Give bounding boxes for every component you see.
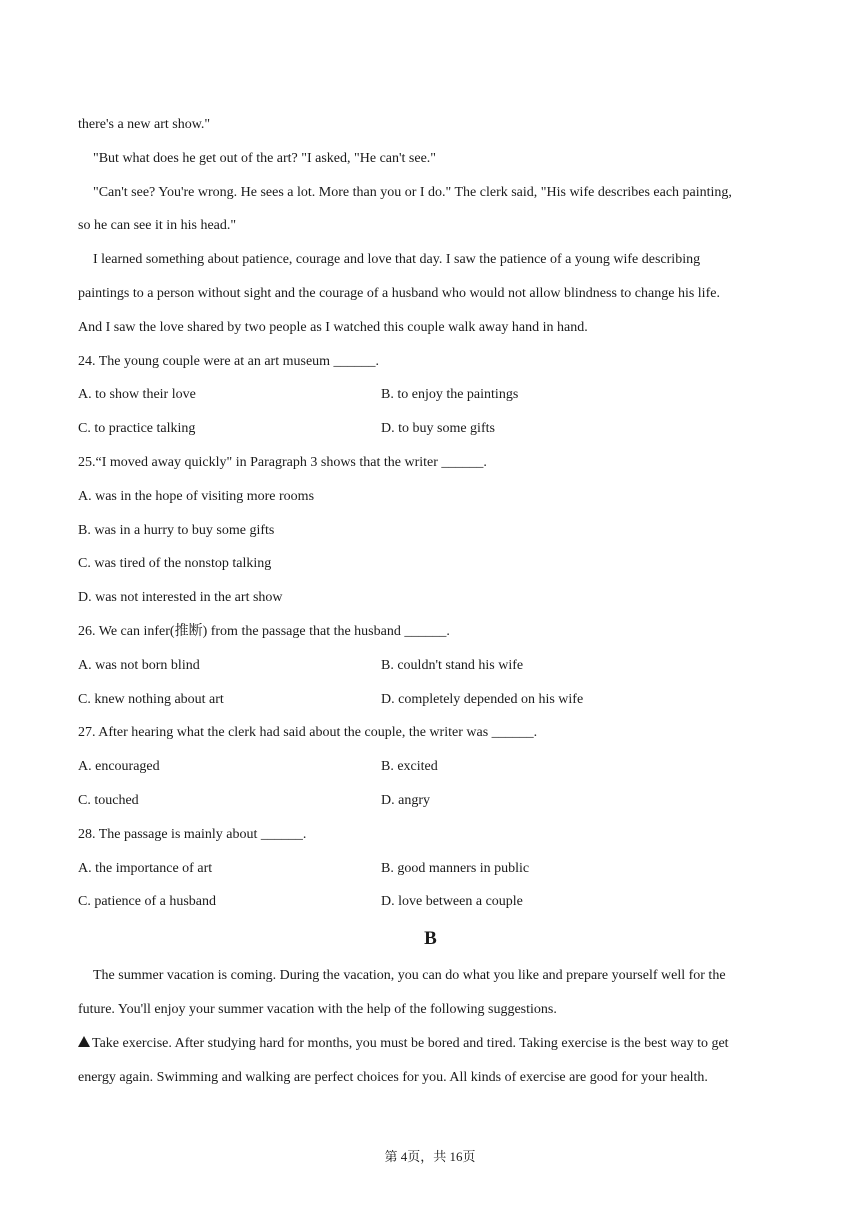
page-footer: 第 4页，共 16页 [384, 1149, 476, 1164]
question-stem: 26. We can infer(推断) from the passage that the husband ______. [78, 623, 450, 639]
passage-line: energy again. Swimming and walking are perfect choices for you. All kinds of exercise are good for your health. [78, 1069, 708, 1085]
option-a: A. to show their love [78, 387, 196, 403]
passage-line: And I saw the love shared by two people as I watched this couple walk away hand in hand. [78, 319, 588, 335]
option-a: A. encouraged [78, 759, 160, 775]
option-c: C. knew nothing about art [78, 691, 224, 707]
option-a: A. the importance of art [78, 860, 213, 876]
option-b: B. excited [381, 759, 438, 775]
option-d: D. was not interested in the art show [78, 590, 283, 606]
page-content [78, 108, 783, 1094]
option-c: C. to practice talking [78, 421, 196, 437]
question-stem: 28. The passage is mainly about ______. [78, 826, 307, 842]
suggestion-text: Take exercise. After studying hard for months, you must be bored and tired. Taking exercise is the best way to get [92, 1035, 729, 1051]
option-c: C. touched [78, 792, 139, 808]
question-stem: 25.“I moved away quickly" in Paragraph 3 shows that the writer ______. [78, 454, 487, 470]
passage-line: "But what does he get out of the art? "I asked, "He can't see." [93, 150, 436, 166]
option-b: B. good manners in public [381, 860, 530, 876]
question-stem: 24. The young couple were at an art museum ______. [78, 353, 380, 369]
options-row [78, 412, 783, 446]
option-b: B. to enjoy the paintings [381, 387, 519, 403]
passage-line: future. You'll enjoy your summer vacation with the help of the following suggestions. [78, 1001, 557, 1017]
section-heading: B [424, 928, 437, 950]
passage-line: paintings to a person without sight and the courage of a husband who would not allow blindness to change his life. [78, 285, 720, 301]
passage-line: so he can see it in his head." [78, 218, 237, 234]
option-c: C. patience of a husband [78, 894, 217, 910]
option-a: A. was not born blind [78, 657, 200, 673]
option-b: B. was in a hurry to buy some gifts [78, 522, 275, 538]
passage-line: "Can't see? You're wrong. He sees a lot. More than you or I do." The clerk said, "His wife describes each painting, [93, 184, 732, 200]
passage-line [78, 1027, 783, 1061]
options-row [78, 885, 783, 919]
options-row [78, 750, 783, 784]
option-a: A. was in the hope of visiting more rooms [78, 488, 315, 504]
option-b: B. couldn't stand his wife [381, 657, 524, 673]
option-d: D. to buy some gifts [381, 421, 495, 437]
options-row [78, 378, 783, 412]
triangle-bullet-icon [78, 1036, 90, 1047]
option-d: D. completely depended on his wife [381, 691, 584, 707]
option-d: D. love between a couple [381, 894, 523, 910]
question-stem: 27. After hearing what the clerk had said about the couple, the writer was ______. [78, 725, 538, 741]
passage-line: there's a new art show." [78, 117, 211, 132]
option-c: C. was tired of the nonstop talking [78, 556, 272, 572]
options-row [78, 852, 783, 886]
options-row [78, 784, 783, 818]
options-row [78, 649, 783, 683]
passage-line: I learned something about patience, courage and love that day. I saw the patience of a young wife describing [93, 252, 701, 268]
passage-line: The summer vacation is coming. During the vacation, you can do what you like and prepare yourself well for the [93, 968, 726, 984]
option-d: D. angry [381, 792, 430, 808]
options-row [78, 683, 783, 717]
